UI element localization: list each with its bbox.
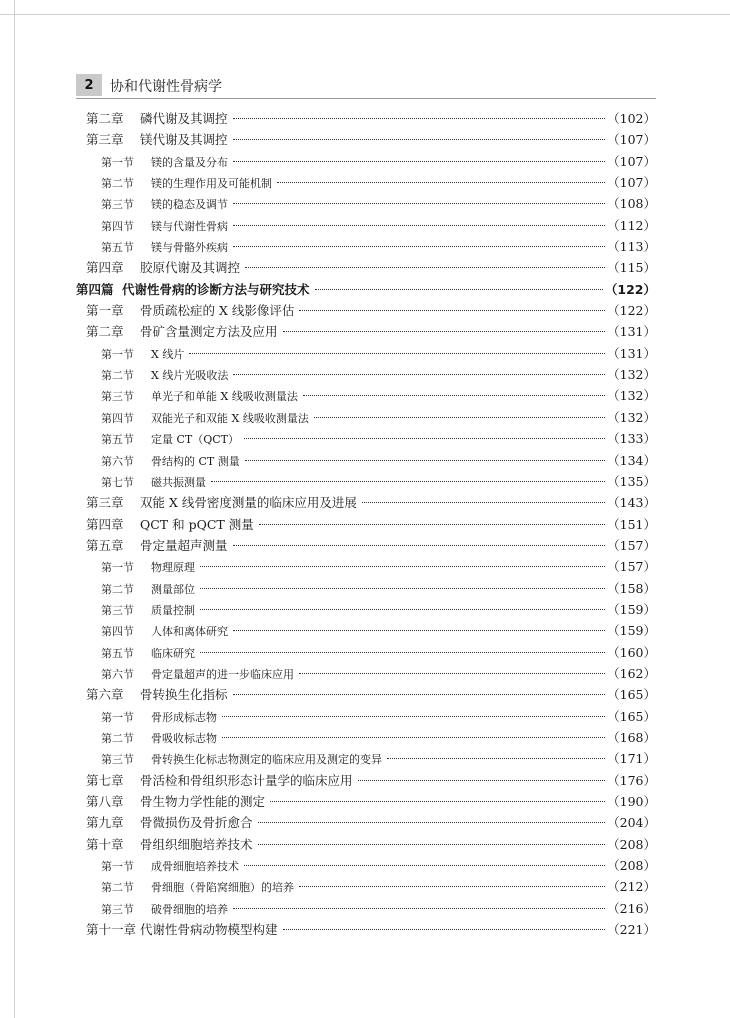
toc-entry-label: 第七节 bbox=[101, 475, 134, 489]
toc-entry-section[interactable] bbox=[76, 236, 656, 257]
toc-entry-page: （212） bbox=[607, 879, 656, 895]
toc-entry-chapter[interactable] bbox=[76, 684, 656, 705]
toc-entry-title: X 线片光吸收法 bbox=[151, 369, 229, 383]
toc-entry-title: 测量部位 bbox=[151, 582, 195, 596]
toc-entry-chapter[interactable] bbox=[76, 257, 656, 278]
toc-entry-page: （158） bbox=[607, 580, 656, 596]
toc-entry-page: （168） bbox=[607, 729, 656, 745]
toc-entry-page: （204） bbox=[607, 815, 656, 831]
toc-entry-title: 成骨细胞培养技术 bbox=[151, 860, 239, 874]
toc-entry-page: （208） bbox=[607, 858, 656, 874]
dot-leader bbox=[244, 437, 605, 439]
toc-entry-label: 第一节 bbox=[101, 347, 134, 361]
toc-entry-page: （115） bbox=[607, 260, 656, 276]
toc-entry-page: （108） bbox=[607, 196, 656, 212]
toc-entry-chapter[interactable] bbox=[76, 919, 656, 940]
toc-entry-label: 第四章 bbox=[86, 516, 124, 532]
toc-entry-title: 骨活检和骨组织形态计量学的临床应用 bbox=[140, 772, 353, 788]
toc-entry-title: 骨定量超声测量 bbox=[140, 537, 228, 553]
toc-entry-section[interactable] bbox=[76, 172, 656, 193]
toc-entry-label: 第三章 bbox=[86, 495, 124, 511]
toc-entry-label: 第三章 bbox=[86, 132, 124, 148]
toc-entry-page: （143） bbox=[607, 495, 656, 511]
toc-entry-section[interactable] bbox=[76, 385, 656, 406]
toc-entry-page: （135） bbox=[607, 473, 656, 489]
toc-entry-section[interactable] bbox=[76, 642, 656, 663]
toc-entry-title: X 线片 bbox=[151, 347, 185, 361]
toc-entry-page: （122） bbox=[607, 303, 656, 319]
toc-entry-chapter[interactable] bbox=[76, 129, 656, 150]
toc-entry-label: 第六节 bbox=[101, 667, 134, 681]
toc-entry-label: 第四篇 bbox=[76, 281, 114, 297]
dot-leader bbox=[200, 565, 605, 567]
dot-leader bbox=[200, 651, 605, 653]
toc-entry-chapter[interactable] bbox=[76, 492, 656, 513]
dot-leader bbox=[233, 160, 605, 162]
toc-entry-page: （133） bbox=[607, 431, 656, 447]
toc-entry-title: 临床研究 bbox=[151, 646, 195, 660]
dot-leader bbox=[245, 266, 605, 268]
toc-entry-section[interactable] bbox=[76, 407, 656, 428]
dot-leader bbox=[283, 928, 606, 930]
toc-entry-label: 第十一章 bbox=[86, 922, 137, 938]
dot-leader bbox=[233, 544, 606, 546]
toc-entry-page: （176） bbox=[607, 772, 656, 788]
toc-entry-label: 第六章 bbox=[86, 687, 124, 703]
toc-entry-label: 第三节 bbox=[101, 198, 134, 212]
toc-entry-section[interactable] bbox=[76, 450, 656, 471]
dot-leader bbox=[233, 373, 605, 375]
crop-mark-horizontal bbox=[0, 14, 730, 15]
toc-entry-page: （162） bbox=[607, 665, 656, 681]
toc-entry-title: 双能 X 线骨密度测量的临床应用及进展 bbox=[140, 495, 357, 511]
toc-entry-title: 破骨细胞的培养 bbox=[151, 902, 228, 916]
dot-leader bbox=[258, 843, 606, 845]
toc-entry-section[interactable] bbox=[76, 855, 656, 876]
toc-entry-title: 骨质疏松症的 X 线影像评估 bbox=[140, 303, 295, 319]
toc-entry-page: （113） bbox=[607, 239, 656, 255]
dot-leader bbox=[200, 608, 605, 610]
toc-entry-title: 镁的生理作用及可能机制 bbox=[151, 177, 272, 191]
toc-entry-title: 骨生物力学性能的测定 bbox=[140, 794, 266, 809]
toc-entry-section[interactable] bbox=[76, 620, 656, 641]
dot-leader bbox=[233, 224, 605, 226]
dot-leader bbox=[233, 245, 605, 247]
table-of-contents bbox=[76, 108, 656, 940]
toc-entry-page: （157） bbox=[607, 537, 656, 553]
dot-leader bbox=[270, 800, 605, 802]
toc-entry-label: 第一章 bbox=[86, 303, 124, 319]
toc-entry-label: 第四章 bbox=[86, 260, 124, 276]
toc-entry-title: 镁的稳态及调节 bbox=[151, 198, 228, 212]
toc-entry-title: 磁共振测量 bbox=[151, 475, 206, 489]
toc-entry-title: 代谢性骨病的诊断方法与研究技术 bbox=[122, 281, 310, 297]
dot-leader bbox=[358, 779, 606, 781]
toc-entry-title: 骨转换生化指标 bbox=[140, 687, 228, 703]
dot-leader bbox=[299, 885, 605, 887]
toc-entry-section[interactable] bbox=[76, 599, 656, 620]
toc-entry-section[interactable] bbox=[76, 471, 656, 492]
toc-entry-label: 第二节 bbox=[101, 369, 134, 383]
dot-leader bbox=[222, 736, 605, 738]
toc-entry-title: 骨转换生化标志物测定的临床应用及测定的变异 bbox=[151, 753, 382, 767]
toc-entry-title: 骨细胞（骨陷窝细胞）的培养 bbox=[151, 881, 294, 895]
toc-entry-section[interactable] bbox=[76, 748, 656, 769]
toc-entry-title: 骨结构的 CT 测量 bbox=[151, 454, 240, 468]
toc-entry-section[interactable] bbox=[76, 364, 656, 385]
toc-entry-page: （131） bbox=[607, 345, 656, 361]
toc-entry-section[interactable] bbox=[76, 898, 656, 919]
toc-entry-label: 第四节 bbox=[101, 219, 134, 233]
toc-entry-label: 第一节 bbox=[101, 155, 134, 169]
dot-leader bbox=[233, 629, 605, 631]
toc-entry-section[interactable] bbox=[76, 428, 656, 449]
dot-leader bbox=[258, 821, 606, 823]
dot-leader bbox=[245, 459, 605, 461]
toc-entry-page: （221） bbox=[607, 922, 656, 938]
toc-entry-title: 镁与骨骼外疾病 bbox=[151, 241, 228, 255]
toc-entry-title: 镁的含量及分布 bbox=[151, 155, 228, 169]
toc-entry-section[interactable] bbox=[76, 876, 656, 897]
toc-entry-label: 第五节 bbox=[101, 241, 134, 255]
toc-entry-label: 第四节 bbox=[101, 625, 134, 639]
toc-entry-title: 胶原代谢及其调控 bbox=[140, 260, 241, 276]
book-title: 协和代谢性骨病学 bbox=[110, 79, 222, 95]
toc-entry-title: 骨组织细胞培养技术 bbox=[140, 836, 253, 852]
toc-entry-title: QCT 和 pQCT 测量 bbox=[140, 516, 254, 532]
toc-entry-title: 镁代谢及其调控 bbox=[140, 132, 228, 148]
toc-entry-label: 第六节 bbox=[101, 454, 134, 468]
toc-entry-label: 第十章 bbox=[86, 836, 124, 852]
toc-entry-chapter[interactable] bbox=[76, 812, 656, 833]
toc-entry-title: 镁与代谢性骨病 bbox=[151, 219, 228, 233]
toc-entry-label: 第二章 bbox=[86, 324, 124, 340]
toc-entry-page: （134） bbox=[607, 452, 656, 468]
toc-entry-chapter[interactable] bbox=[76, 300, 656, 321]
toc-entry-label: 第一节 bbox=[101, 860, 134, 874]
dot-leader bbox=[189, 352, 605, 354]
toc-entry-page: （131） bbox=[607, 324, 656, 340]
toc-entry-page: （107） bbox=[607, 132, 656, 148]
toc-entry-page: （132） bbox=[607, 388, 656, 404]
toc-entry-label: 第八章 bbox=[86, 794, 124, 809]
toc-entry-section[interactable] bbox=[76, 193, 656, 214]
dot-leader bbox=[303, 394, 605, 396]
toc-entry-title: 磷代谢及其调控 bbox=[140, 111, 228, 126]
dot-leader bbox=[314, 416, 605, 418]
toc-entry-label: 第九章 bbox=[86, 815, 124, 831]
dot-leader bbox=[233, 117, 606, 119]
toc-entry-label: 第七章 bbox=[86, 772, 124, 788]
toc-entry-page: （157） bbox=[607, 559, 656, 575]
toc-entry-chapter[interactable] bbox=[76, 791, 656, 812]
dot-leader bbox=[362, 501, 605, 503]
toc-entry-part[interactable] bbox=[76, 279, 656, 300]
toc-entry-page: （151） bbox=[607, 516, 656, 532]
toc-entry-chapter[interactable] bbox=[76, 514, 656, 535]
toc-entry-chapter[interactable] bbox=[76, 770, 656, 791]
toc-entry-label: 第二章 bbox=[86, 111, 124, 126]
dot-leader bbox=[244, 864, 605, 866]
toc-entry-chapter[interactable] bbox=[76, 834, 656, 855]
toc-entry-label: 第一节 bbox=[101, 710, 134, 724]
toc-entry-label: 第三节 bbox=[101, 603, 134, 617]
toc-entry-section[interactable] bbox=[76, 663, 656, 684]
dot-leader bbox=[233, 907, 605, 909]
dot-leader bbox=[283, 330, 606, 332]
toc-entry-page: （107） bbox=[607, 175, 656, 191]
toc-entry-section[interactable] bbox=[76, 556, 656, 577]
toc-entry-section[interactable] bbox=[76, 706, 656, 727]
toc-entry-page: （102） bbox=[607, 111, 656, 126]
toc-entry-label: 第一节 bbox=[101, 561, 134, 575]
toc-entry-page: （132） bbox=[607, 367, 656, 383]
toc-entry-section[interactable] bbox=[76, 151, 656, 172]
toc-entry-label: 第二节 bbox=[101, 731, 134, 745]
toc-entry-chapter[interactable] bbox=[76, 321, 656, 342]
toc-entry-page: （159） bbox=[607, 601, 656, 617]
dot-leader bbox=[233, 202, 605, 204]
toc-entry-title: 物理原理 bbox=[151, 561, 195, 575]
toc-entry-title: 质量控制 bbox=[151, 603, 195, 617]
toc-entry-label: 第二节 bbox=[101, 177, 134, 191]
toc-entry-title: 骨矿含量测定方法及应用 bbox=[140, 324, 278, 340]
dot-leader bbox=[259, 523, 605, 525]
toc-entry-section[interactable] bbox=[76, 343, 656, 364]
dot-leader bbox=[277, 181, 605, 183]
toc-entry-section[interactable] bbox=[76, 727, 656, 748]
toc-entry-chapter[interactable] bbox=[76, 535, 656, 556]
dot-leader bbox=[211, 480, 605, 482]
toc-entry-page: （160） bbox=[607, 644, 656, 660]
dot-leader bbox=[233, 138, 606, 140]
dot-leader bbox=[299, 672, 605, 674]
toc-entry-title: 单光子和单能 X 线吸收测量法 bbox=[151, 390, 298, 404]
toc-entry-title: 代谢性骨病动物模型构建 bbox=[140, 922, 278, 938]
toc-entry-page: （165） bbox=[607, 708, 656, 724]
dot-leader bbox=[387, 757, 605, 759]
toc-entry-label: 第二节 bbox=[101, 881, 134, 895]
toc-entry-label: 第五节 bbox=[101, 433, 134, 447]
toc-entry-title: 骨微损伤及骨折愈合 bbox=[140, 815, 253, 831]
toc-entry-page: （107） bbox=[607, 153, 656, 169]
toc-entry-page: （171） bbox=[607, 751, 656, 767]
toc-entry-label: 第四节 bbox=[101, 411, 134, 425]
toc-entry-title: 人体和离体研究 bbox=[151, 625, 228, 639]
dot-leader bbox=[233, 693, 606, 695]
toc-entry-page: （159） bbox=[607, 623, 656, 639]
toc-entry-title: 骨定量超声的进一步临床应用 bbox=[151, 667, 294, 681]
toc-entry-label: 第三节 bbox=[101, 753, 134, 767]
toc-entry-section[interactable] bbox=[76, 578, 656, 599]
page-number: 2 bbox=[76, 74, 102, 96]
dot-leader bbox=[315, 288, 603, 290]
toc-entry-page: （122） bbox=[604, 281, 656, 297]
toc-entry-page: （112） bbox=[607, 217, 656, 233]
toc-entry-page: （190） bbox=[607, 794, 656, 809]
toc-entry-label: 第五节 bbox=[101, 646, 134, 660]
toc-entry-page: （132） bbox=[607, 409, 656, 425]
toc-entry-label: 第五章 bbox=[86, 537, 124, 553]
dot-leader bbox=[200, 587, 605, 589]
running-header bbox=[76, 72, 656, 99]
dot-leader bbox=[222, 715, 605, 717]
toc-entry-title: 骨吸收标志物 bbox=[151, 731, 217, 745]
toc-entry-label: 第二节 bbox=[101, 582, 134, 596]
toc-entry-page: （165） bbox=[607, 687, 656, 703]
toc-entry-page: （208） bbox=[607, 836, 656, 852]
toc-entry-page: （216） bbox=[607, 900, 656, 916]
dot-leader bbox=[299, 309, 605, 311]
toc-entry-title: 定量 CT（QCT） bbox=[151, 433, 240, 447]
toc-entry-section[interactable] bbox=[76, 215, 656, 236]
toc-entry-label: 第三节 bbox=[101, 902, 134, 916]
toc-entry-label: 第三节 bbox=[101, 390, 134, 404]
crop-mark-vertical bbox=[14, 0, 15, 1018]
toc-entry-title: 双能光子和双能 X 线吸收测量法 bbox=[151, 411, 309, 425]
toc-entry-title: 骨形成标志物 bbox=[151, 710, 217, 724]
toc-entry-chapter[interactable] bbox=[76, 108, 656, 129]
